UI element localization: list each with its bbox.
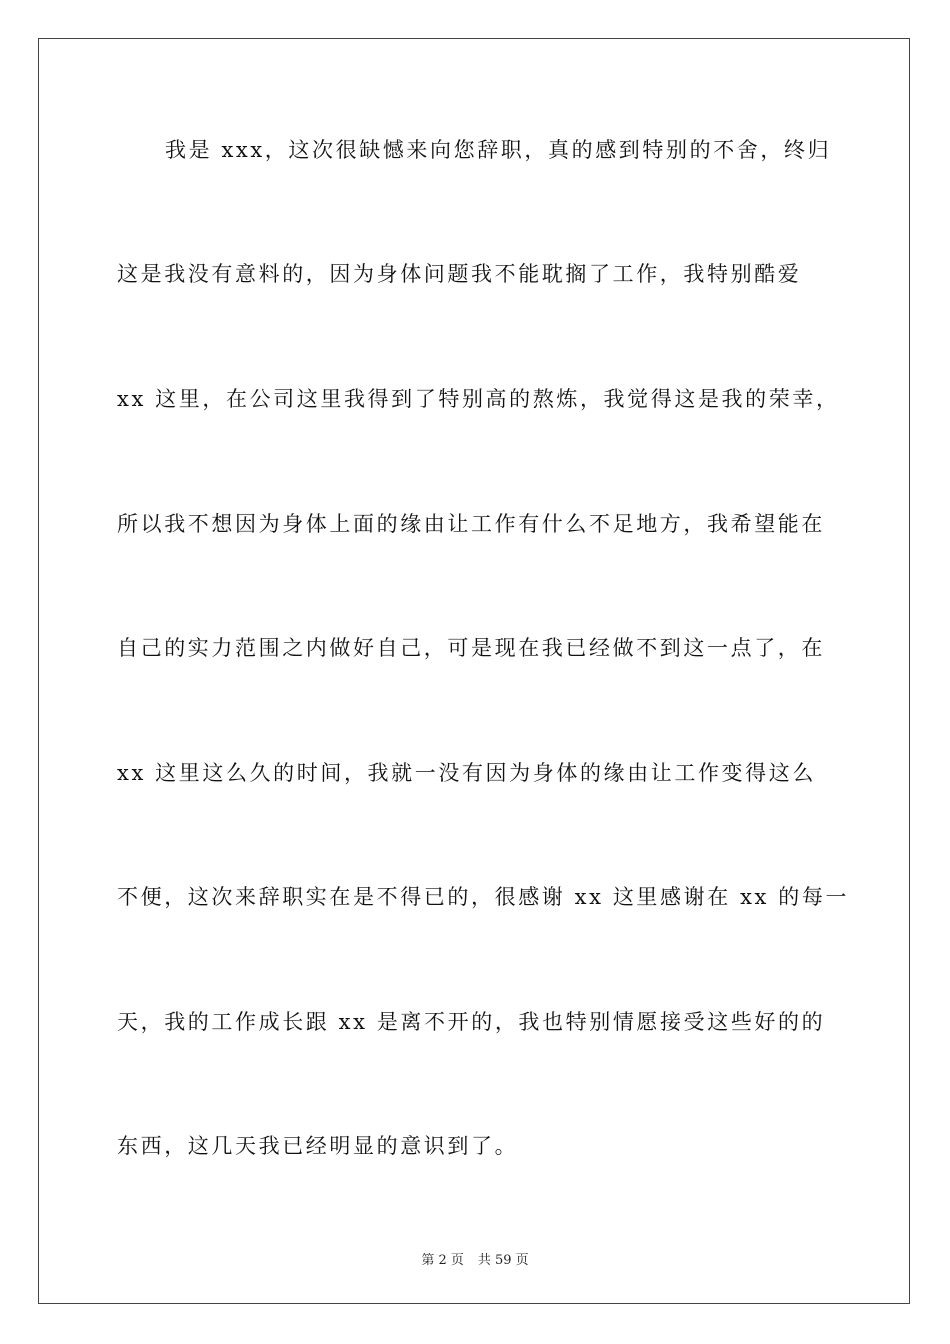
paragraph-line: xx 这里这么久的时间，我就一没有因为身体的缘由让工作变得这么 xyxy=(117,761,816,785)
page-footer xyxy=(0,1249,950,1268)
paragraph-line: 东西，这几天我已经明显的意识到了。 xyxy=(117,1134,519,1158)
paragraph-line: 自己的实力范围之内做好自己，可是现在我已经做不到这一点了，在 xyxy=(117,636,825,660)
page-total: 共 59 页 xyxy=(477,1253,529,1268)
paragraph-line: 不便，这次来辞职实在是不得已的，很感谢 xx 这里感谢在 xx 的每一 xyxy=(117,885,850,909)
paragraph-line: 我是 xxx，这次很缺憾来向您辞职，真的感到特别的不舍，终归 xyxy=(165,138,832,162)
paragraph-line: 天，我的工作成长跟 xx 是离不开的，我也特别情愿接受这些好的的 xyxy=(117,1010,826,1034)
paragraph-line: xx 这里，在公司这里我得到了特别高的熬炼，我觉得这是我的荣幸， xyxy=(117,387,840,411)
page-number: 第 2 页 xyxy=(421,1253,464,1268)
paragraph-line: 所以我不想因为身体上面的缘由让工作有什么不足地方，我希望能在 xyxy=(117,512,825,536)
paragraph-line: 这是我没有意料的，因为身体问题我不能耽搁了工作，我特别酷爱 xyxy=(117,262,802,286)
page-border xyxy=(38,38,910,1304)
